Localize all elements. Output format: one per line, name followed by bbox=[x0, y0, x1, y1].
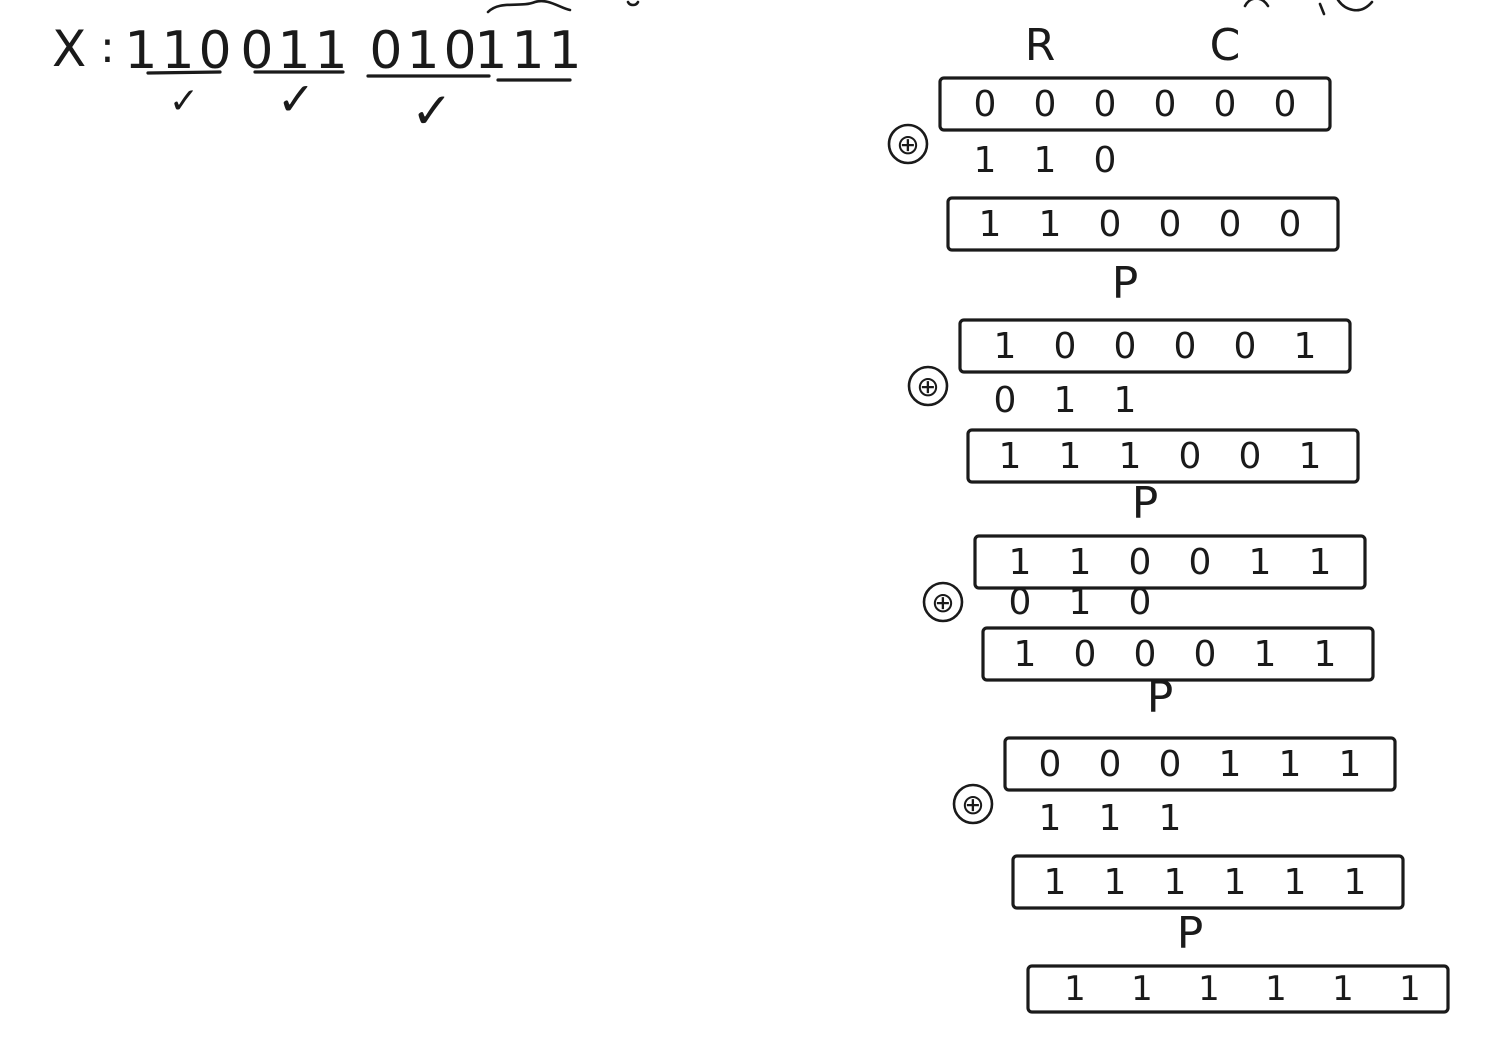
state-after-xor-bit-2: 0 bbox=[1073, 634, 1097, 675]
state-register bbox=[975, 536, 1365, 588]
state-after-xor bbox=[983, 628, 1373, 680]
state-bit-4: 0 bbox=[1153, 84, 1177, 125]
input-bit-2: 1 bbox=[1033, 140, 1057, 181]
message-block-3-bits: 010 bbox=[369, 21, 481, 81]
message-block-2 bbox=[240, 21, 351, 126]
state-bit-2: 0 bbox=[1098, 744, 1122, 785]
state-register-box bbox=[1005, 738, 1395, 790]
message-block-1-bits: 110 bbox=[124, 21, 236, 81]
input-bit-2: 1 bbox=[1053, 380, 1077, 421]
state-bit-2: 0 bbox=[1033, 84, 1057, 125]
cropped-mark bbox=[1320, 0, 1372, 14]
state-after-xor-bit-4: 0 bbox=[1158, 204, 1182, 245]
message-header bbox=[52, 20, 586, 140]
state-bit-6: 1 bbox=[1308, 542, 1332, 583]
state-bit-3: 0 bbox=[1093, 84, 1117, 125]
state-bit-3: 0 bbox=[1113, 326, 1137, 367]
state-register-box bbox=[975, 536, 1365, 588]
input-bit-3: 1 bbox=[1158, 798, 1182, 839]
state-bit-2: 1 bbox=[1068, 542, 1092, 583]
message-block-2-bits: 011 bbox=[240, 21, 352, 81]
message-variable: X bbox=[52, 20, 87, 78]
message-block-4-bits: 111 bbox=[474, 21, 586, 81]
permutation-label: P bbox=[1176, 908, 1204, 959]
final-state-bit-5: 1 bbox=[1332, 969, 1354, 1009]
message-block-3-check-mark: ✓ bbox=[411, 82, 453, 140]
final-state-box bbox=[1028, 966, 1448, 1012]
final-state bbox=[1028, 966, 1448, 1012]
state-bit-3: 0 bbox=[1158, 744, 1182, 785]
state-register bbox=[960, 320, 1350, 372]
state-bit-4: 1 bbox=[1218, 744, 1242, 785]
state-after-xor-bit-6: 1 bbox=[1343, 862, 1367, 903]
final-state-bit-1: 1 bbox=[1064, 969, 1086, 1009]
xor-symbol: ⊕ bbox=[961, 788, 985, 821]
state-after-xor bbox=[968, 430, 1358, 482]
message-separator: : bbox=[100, 22, 115, 73]
state-after-xor-bit-3: 1 bbox=[1163, 862, 1187, 903]
message-block-3 bbox=[368, 21, 489, 140]
state-bit-5: 0 bbox=[1233, 326, 1257, 367]
state-bit-6: 1 bbox=[1338, 744, 1362, 785]
xor-symbol: ⊕ bbox=[916, 370, 940, 403]
sponge-step-4 bbox=[954, 738, 1403, 959]
state-after-xor bbox=[1013, 856, 1403, 908]
message-block-1-underline bbox=[148, 72, 220, 73]
state-bit-1: 0 bbox=[1038, 744, 1062, 785]
message-block-4 bbox=[474, 21, 585, 81]
final-state-bit-3: 1 bbox=[1198, 969, 1220, 1009]
input-bit-3: 1 bbox=[1113, 380, 1137, 421]
state-after-xor-bit-5: 1 bbox=[1253, 634, 1277, 675]
state-after-xor-bit-3: 1 bbox=[1118, 436, 1142, 477]
state-after-xor-bit-6: 1 bbox=[1298, 436, 1322, 477]
state-bit-1: 1 bbox=[1008, 542, 1032, 583]
state-bit-6: 0 bbox=[1273, 84, 1297, 125]
cropped-mark bbox=[1245, 0, 1268, 6]
state-bit-2: 0 bbox=[1053, 326, 1077, 367]
state-after-xor-bit-3: 0 bbox=[1098, 204, 1122, 245]
message-block-1 bbox=[124, 21, 235, 122]
state-labels bbox=[1025, 20, 1241, 71]
cropped-scribble bbox=[488, 1, 570, 12]
state-bit-1: 0 bbox=[973, 84, 997, 125]
state-after-xor-bit-4: 0 bbox=[1193, 634, 1217, 675]
input-bit-1: 1 bbox=[973, 140, 997, 181]
sponge-step-1 bbox=[889, 78, 1338, 309]
cropped-top-marks bbox=[488, 0, 1372, 14]
state-bit-5: 0 bbox=[1213, 84, 1237, 125]
state-after-xor-bit-5: 0 bbox=[1238, 436, 1262, 477]
state-register bbox=[1005, 738, 1395, 790]
state-after-xor-bit-1: 1 bbox=[1043, 862, 1067, 903]
permutation-label: P bbox=[1146, 672, 1174, 723]
state-bit-4: 0 bbox=[1188, 542, 1212, 583]
state-after-xor-bit-4: 1 bbox=[1223, 862, 1247, 903]
state-bit-5: 1 bbox=[1278, 744, 1302, 785]
state-after-xor-bit-2: 1 bbox=[1038, 204, 1062, 245]
message-block-2-check-mark: ✓ bbox=[276, 72, 316, 126]
final-state-bit-4: 1 bbox=[1265, 969, 1287, 1009]
state-bit-4: 0 bbox=[1173, 326, 1197, 367]
sponge-steps bbox=[889, 78, 1448, 1012]
sponge-step-3 bbox=[924, 536, 1373, 723]
state-after-xor-bit-2: 1 bbox=[1103, 862, 1127, 903]
input-bit-3: 0 bbox=[1093, 140, 1117, 181]
capacity-label: C bbox=[1209, 20, 1241, 71]
state-register bbox=[940, 78, 1330, 130]
cropped-mark bbox=[628, 2, 638, 5]
state-after-xor-bit-6: 0 bbox=[1278, 204, 1302, 245]
xor-symbol: ⊕ bbox=[931, 586, 955, 619]
message-block-1-check-mark: ✓ bbox=[168, 81, 200, 122]
state-after-xor-bit-2: 1 bbox=[1058, 436, 1082, 477]
state-after-xor-bit-1: 1 bbox=[978, 204, 1002, 245]
state-bit-3: 0 bbox=[1128, 542, 1152, 583]
state-after-xor-bit-6: 1 bbox=[1313, 634, 1337, 675]
state-after-xor-bit-1: 1 bbox=[998, 436, 1022, 477]
state-bit-5: 1 bbox=[1248, 542, 1272, 583]
state-register-box bbox=[960, 320, 1350, 372]
permutation-label: P bbox=[1111, 258, 1139, 309]
state-after-xor-bit-3: 0 bbox=[1133, 634, 1157, 675]
final-state-bit-2: 1 bbox=[1131, 969, 1153, 1009]
state-bit-1: 1 bbox=[993, 326, 1017, 367]
input-bit-1: 0 bbox=[993, 380, 1017, 421]
xor-symbol: ⊕ bbox=[896, 128, 920, 161]
permutation-label: P bbox=[1131, 478, 1159, 529]
sponge-step-2 bbox=[909, 320, 1358, 529]
state-after-xor-bit-5: 0 bbox=[1218, 204, 1242, 245]
input-bit-2: 1 bbox=[1068, 582, 1092, 623]
input-bit-1: 1 bbox=[1038, 798, 1062, 839]
state-after-xor-bit-5: 1 bbox=[1283, 862, 1307, 903]
final-state-bit-6: 1 bbox=[1399, 969, 1421, 1009]
state-after-xor-bit-1: 1 bbox=[1013, 634, 1037, 675]
input-bit-2: 1 bbox=[1098, 798, 1122, 839]
state-register-box bbox=[940, 78, 1330, 130]
state-after-xor-bit-4: 0 bbox=[1178, 436, 1202, 477]
state-after-xor bbox=[948, 198, 1338, 250]
state-bit-6: 1 bbox=[1293, 326, 1317, 367]
input-bit-3: 0 bbox=[1128, 582, 1152, 623]
rate-label: R bbox=[1024, 20, 1056, 71]
input-bit-1: 0 bbox=[1008, 582, 1032, 623]
